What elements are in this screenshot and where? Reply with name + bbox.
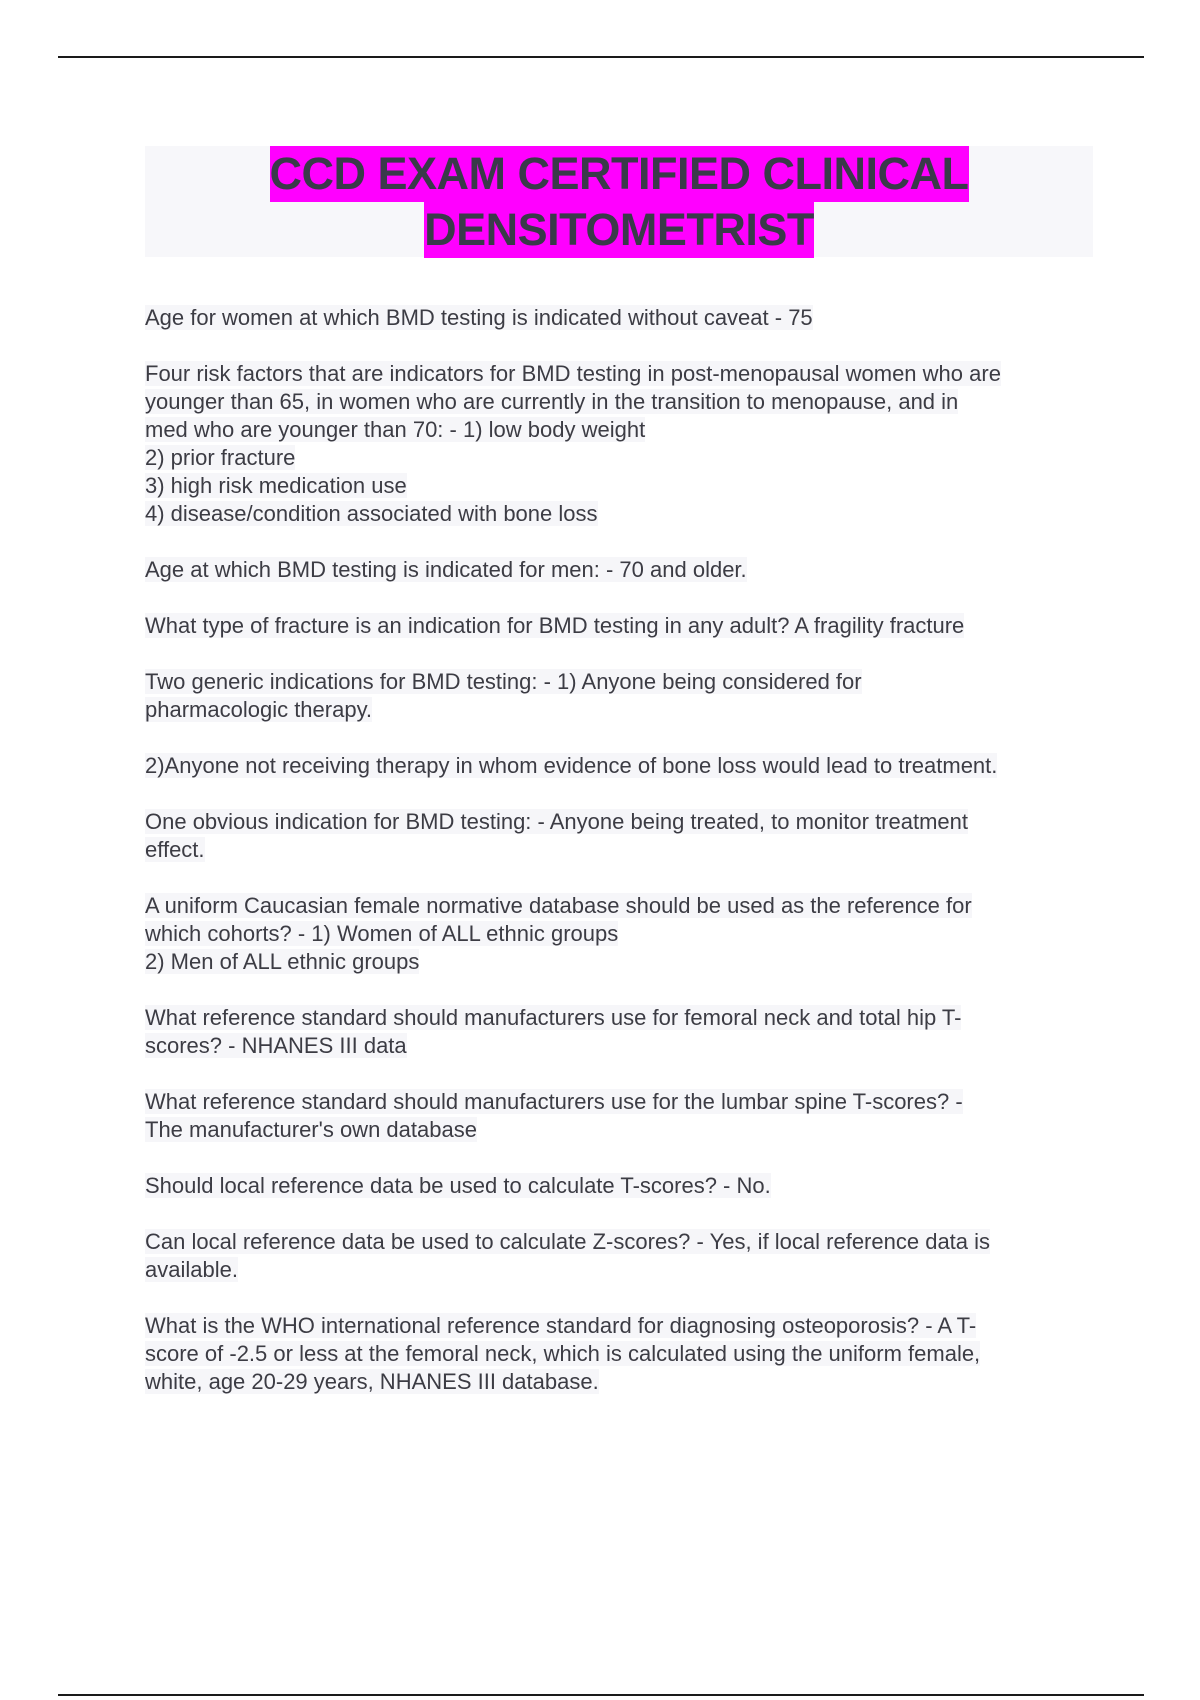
- qa-item: Four risk factors that are indicators for BMD testing in post-menopausal women who are younger than 65, in women who are currently in the transition to menopause, and in med who are younger than 70: - 1) low body weight 2) prior fracture 3) high risk medication use 4) disease/condition associated with bone loss: [145, 361, 1001, 526]
- qa-item: What type of fracture is an indication for BMD testing in any adult? A fragility fracture: [145, 613, 965, 638]
- qa-item: A uniform Caucasian female normative database should be used as the reference for which cohorts? - 1) Women of ALL ethnic groups 2) Men of ALL ethnic groups: [145, 893, 972, 974]
- qa-item: Should local reference data be used to calculate T-scores? - No.: [145, 1173, 771, 1198]
- qa-item: Can local reference data be used to calculate Z-scores? - Yes, if local reference data is available.: [145, 1229, 991, 1282]
- title-line-2: DENSITOMETRIST: [424, 202, 814, 258]
- title-line-1: CCD EXAM CERTIFIED CLINICAL: [270, 146, 969, 202]
- qa-item: Age for women at which BMD testing is indicated without caveat - 75: [145, 305, 813, 330]
- qa-list: [145, 304, 1095, 1424]
- qa-item: What reference standard should manufacturers use for femoral neck and total hip T- scores? - NHANES III data: [145, 1005, 962, 1058]
- document-title: [145, 146, 1093, 257]
- qa-item: 2)Anyone not receiving therapy in whom evidence of bone loss would lead to treatment.: [145, 753, 998, 778]
- qa-item: One obvious indication for BMD testing: - Anyone being treated, to monitor treatment effect.: [145, 809, 969, 862]
- header-rule: [58, 56, 1144, 58]
- qa-item: What is the WHO international reference standard for diagnosing osteoporosis? - A T- score of -2.5 or less at the femoral neck, which is calculated using the uniform female, white, age 20-29 years, NHANES III database.: [145, 1313, 981, 1394]
- footer-rule: [58, 1694, 1144, 1696]
- qa-item: What reference standard should manufacturers use for the lumbar spine T-scores? - The manufacturer's own database: [145, 1089, 963, 1142]
- qa-item: Age at which BMD testing is indicated for men: - 70 and older.: [145, 557, 747, 582]
- qa-item: Two generic indications for BMD testing: - 1) Anyone being considered for pharmacologic therapy.: [145, 669, 862, 722]
